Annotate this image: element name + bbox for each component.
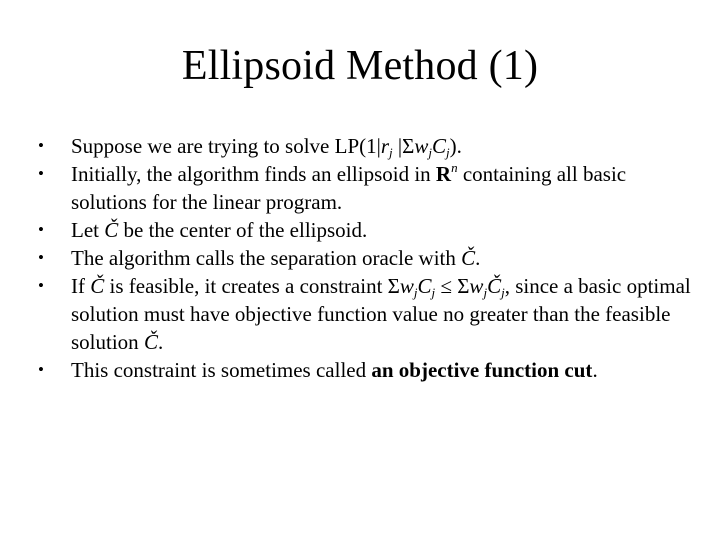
bullet-text: Suppose we are trying to solve $LP(1|r_j$ $|\Sigma w_jC_j$). xyxy=(71,134,462,160)
bullet-item-1 xyxy=(38,132,698,160)
bullet-item-4 xyxy=(38,244,698,272)
bullet-text: If Č is feasible, it creates a constraint $\Sigma w_jC_j$ ≤ $\Sigma w_jČ_j$, since a basic optimal solution must have objective function value no greater than the feasible solution Č. xyxy=(71,274,691,354)
bullet-icon: • xyxy=(38,248,44,267)
bullet-icon: • xyxy=(38,360,44,379)
bullet-icon: • xyxy=(38,220,44,239)
bullet-text: This constraint is sometimes called an objective function cut. xyxy=(71,358,598,382)
bullet-list xyxy=(38,132,698,384)
bullet-text: Initially, the algorithm finds an ellipsoid in $R^n$ containing all basic solutions for the linear program. xyxy=(71,160,627,214)
bullet-item-6 xyxy=(38,356,698,384)
bullet-text: The algorithm calls the separation oracle with Č. xyxy=(71,246,481,270)
bullet-icon: • xyxy=(38,164,44,183)
bullet-text: Let Č be the center of the ellipsoid. xyxy=(71,218,368,242)
slide-title: Ellipsoid Method (1) xyxy=(181,43,539,89)
bullet-icon: • xyxy=(38,136,44,155)
bullet-item-2 xyxy=(38,160,698,216)
bullet-icon: • xyxy=(38,276,44,295)
bullet-item-5 xyxy=(38,272,698,356)
bullet-item-3 xyxy=(38,216,698,244)
